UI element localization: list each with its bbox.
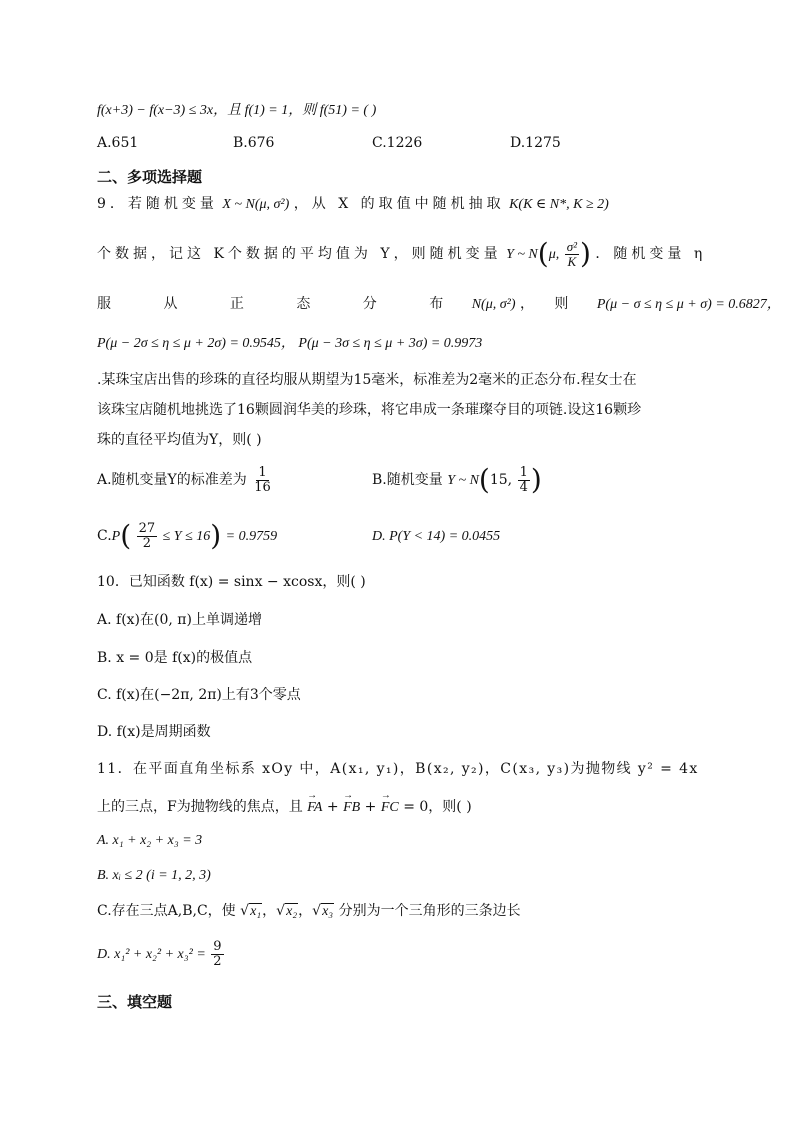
q9-option-c-fraction: $\frac{27}{2}$ <box>138 521 156 551</box>
q9-line2-math: Y ~ N <box>506 247 538 263</box>
q8-option-c: C.1226 <box>372 135 423 151</box>
q9-line2-pre: 个数据，记这 K个数据的平均值为 Y，则随机变量 <box>97 246 502 263</box>
q11-option-c: C.存在三点A,B,C，使 √x₁，√x₂，√x₃ 分别为一个三角形的三条边长 <box>97 903 521 919</box>
q9-line1-pre: 9．若随机变量 <box>97 196 218 212</box>
sqrt-x2: x₂ <box>286 904 298 919</box>
q9-line3-prob: P(μ − σ ≤ η ≤ μ + σ) = 0.6827， <box>596 297 781 312</box>
q10-option-a: A. f(x)在(0, π)上单调递增 <box>97 612 262 628</box>
q9-option-a-fraction: $\frac{1}{16}$ <box>254 465 271 495</box>
q11-option-d-fraction: $\frac{9}{2}$ <box>213 939 222 969</box>
q9-line1-math: X ~ N(μ, σ²) <box>222 197 290 212</box>
q9-sigma-over-k: $\frac{\text{σ²}}{K}$ <box>566 239 577 269</box>
q9-option-b: B.随机变量 Y ~ N(15, $\frac{1}{4}$ ) <box>372 463 542 497</box>
q11-stem-2: 上的三点，F为抛物线的焦点，且 → FA + → FB + → FC = 0，则( ) <box>97 800 472 815</box>
q9-line1-mid: ，从 X 的取值中随机抽取 <box>293 196 505 212</box>
section-title-fill-in: 三、填空题 <box>97 993 173 1011</box>
q9-line1-math2: K(K ∈ N*, K ≥ 2) <box>509 197 609 212</box>
q9-text-2: 该珠宝店随机地挑选了16颗圆润华美的珍珠，将它串成一条璀璨夺目的项链.设这16颗珍 <box>97 402 642 418</box>
q8-option-a: A.651 <box>97 135 139 151</box>
q9-option-a: A.随机变量Y的标准差为 $\frac{1}{16}$ <box>97 465 271 495</box>
q10-stem: 10．已知函数 f(x) = sinx − xcosx，则( ) <box>97 574 366 590</box>
q9-line-2: 个数据，记这 K个数据的平均值为 Y，则随机变量 Y ~ N(μ, $\frac{\text{σ²}}{K}$ ) ．随机变量 η <box>97 237 707 271</box>
q11-stem-1: 11．在平面直角坐标系 xOy 中，A(x₁, y₁)，B(x₂, y₂)，C(x₃, y₃)为抛物线 y² = 4x <box>97 761 699 777</box>
q8-option-d: D.1275 <box>510 135 561 151</box>
vector-fa: → FA <box>307 801 322 815</box>
q8-condition: f(x+3) − f(x−3) ≤ 3x，且 f(1) = 1，则 f(51) = ( ) <box>97 103 377 118</box>
q11-option-b: B. xᵢ ≤ 2 (i = 1, 2, 3) <box>97 868 211 883</box>
q10-option-c: C. f(x)在(−2π, 2π)上有3个零点 <box>97 687 301 703</box>
q9-text-1: .某珠宝店出售的珍珠的直径均服从期望为15毫米，标准差为2毫米的正态分布.程女士在 <box>97 372 637 388</box>
q9-prob-3sigma: P(μ − 3σ ≤ η ≤ μ + 3σ) = 0.9973 <box>298 336 483 351</box>
q9-option-d: D. P(Y < 14) = 0.0455 <box>372 529 501 544</box>
section-title-multiple-choice: 二、多项选择题 <box>97 168 203 186</box>
q9-line3-pre: 服 从 正 态 分 布 <box>97 296 468 312</box>
q8-option-b: B.676 <box>233 135 275 151</box>
q10-option-d: D. f(x)是周期函数 <box>97 724 211 740</box>
q11-option-d: D. x₁² + x₂² + x₃² = $\frac{9}{2}$ <box>97 939 222 969</box>
sqrt-x1: x₁ <box>250 904 262 919</box>
q9-line-4 <box>97 337 482 351</box>
q9-prob-2sigma: P(μ − 2σ ≤ η ≤ μ + 2σ) = 0.9545， <box>97 336 295 351</box>
vector-fc: → FC <box>381 801 399 815</box>
q11-option-a: A. x₁ + x₂ + x₃ = 3 <box>97 833 203 848</box>
q10-option-b: B. x = 0是 f(x)的极值点 <box>97 650 253 666</box>
q9-line3-mid: ， 则 <box>519 296 577 312</box>
q9-line3-math: N(μ, σ²) <box>471 297 516 312</box>
q9-line-3 <box>97 297 781 312</box>
vector-fb: → FB <box>343 801 360 815</box>
q9-line2-post: ．随机变量 η <box>595 246 707 263</box>
q9-option-c: C.P( $\frac{27}{2}$ ≤ Y ≤ 16) = 0.9759 <box>97 519 278 553</box>
sqrt-x3: x₃ <box>322 904 334 919</box>
q9-line-1 <box>97 197 609 212</box>
q9-text-3: 珠的直径平均值为Y，则( ) <box>97 432 262 448</box>
q9-option-b-fraction: $\frac{1}{4}$ <box>519 465 528 495</box>
